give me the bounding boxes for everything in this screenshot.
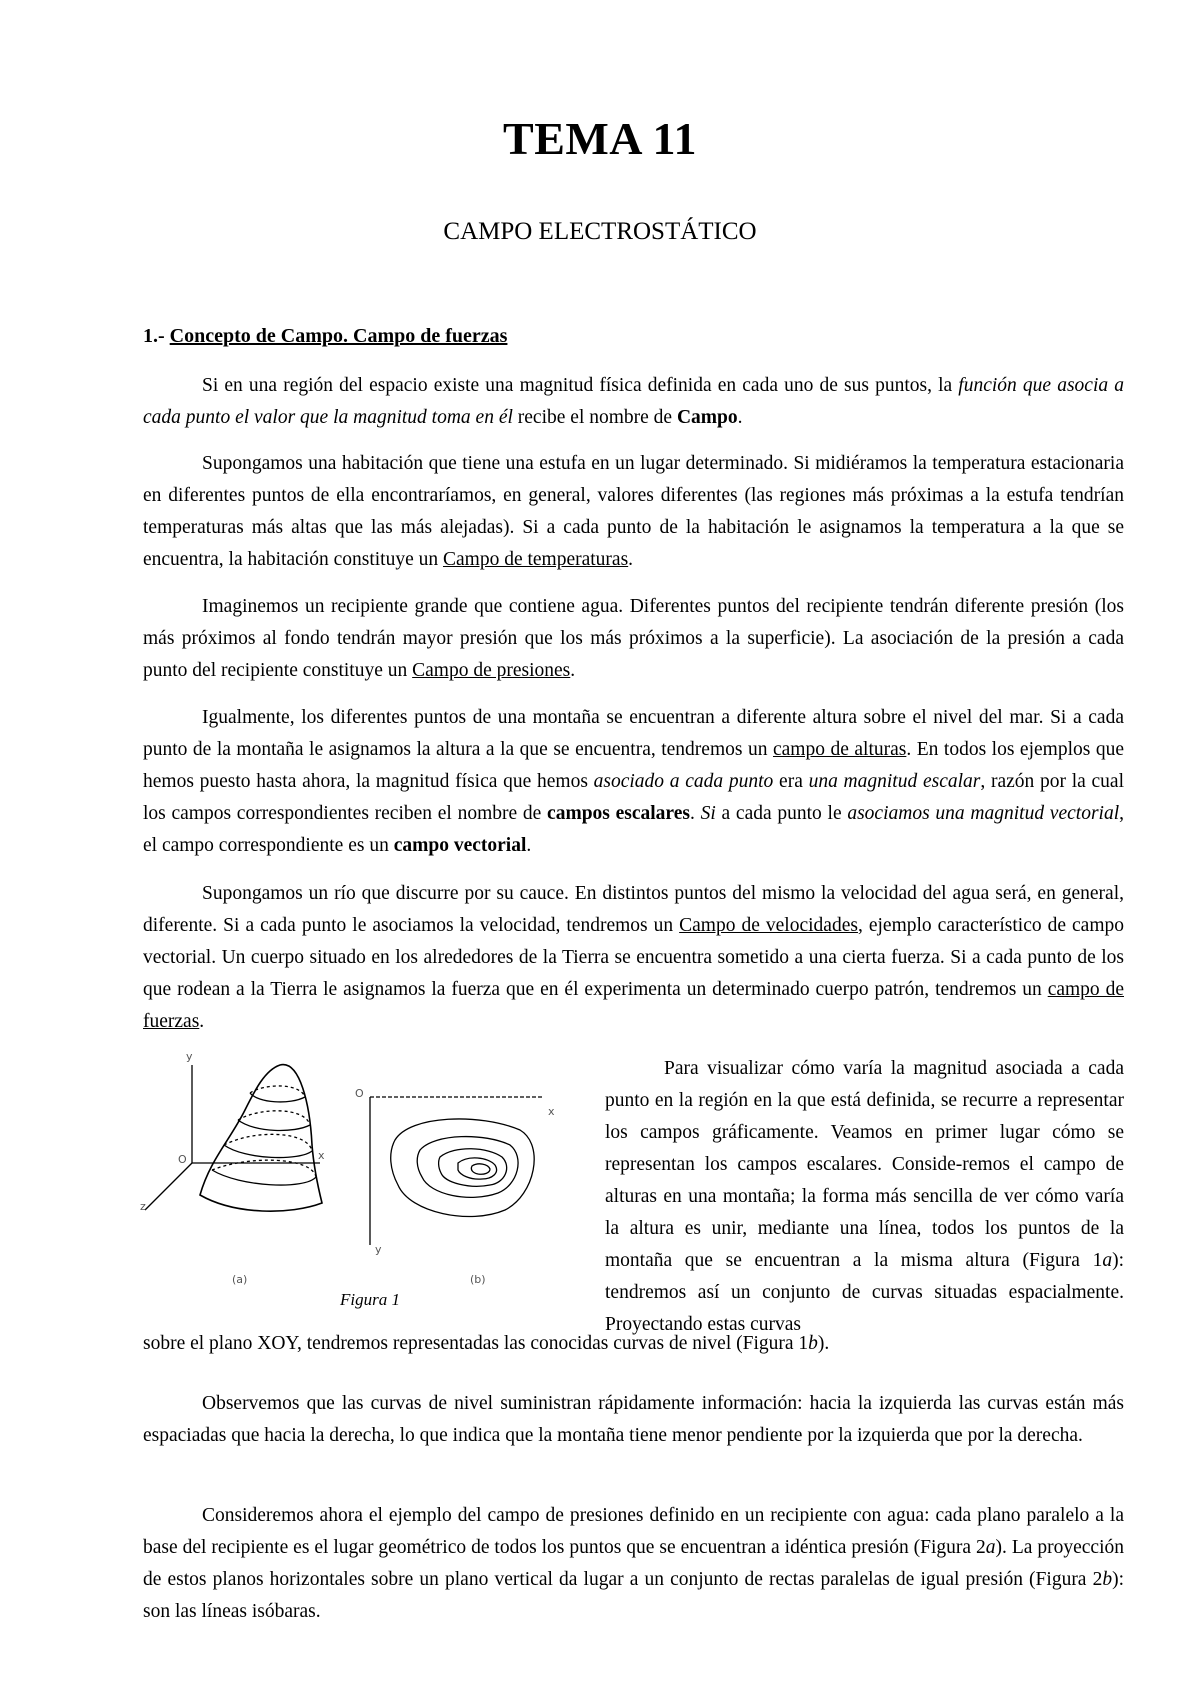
page-title: TEMA 11 [503, 113, 697, 164]
axis-label-o: O [178, 1153, 187, 1166]
text-run: Observemos que las curvas de nivel suministran rápidamente información: hacia la izquierda las curvas están más espaciadas que hacia la derecha, lo que indica que la montaña tiene menor pendiente por la izquierda que por la derecha. [143, 1393, 1124, 1446]
page-subtitle: CAMPO ELECTROSTÁTICO [443, 218, 757, 245]
section-number: 1.- [143, 325, 165, 347]
emphasis-text: asociamos una magnitud vectorial [847, 803, 1120, 824]
underlined-term: Campo de velocidades [679, 915, 858, 936]
text-run: Supongamos una habitación que tiene una estufa en un lugar determinado. Si midiéramos la temperatura estacionaria en diferentes puntos de ella encontraríamos, en general, valores diferentes (las regiones más próximas a la estufa tendrían temperaturas más altas que las más alejadas). Si a cada punto de la habitación le asignamos la temperatura a la que se encuentra, la habitación constituye un [143, 453, 1124, 570]
paragraph-isobars [143, 1500, 1124, 1628]
text-run: . [526, 835, 532, 856]
text-run: ). [817, 1333, 830, 1354]
paragraph-pressure-field [143, 591, 1124, 687]
figure-caption: Figura 1 [340, 1290, 400, 1309]
figure-1a-mountain [145, 1065, 322, 1212]
text-run: . [199, 1011, 205, 1032]
text-run: era [773, 771, 809, 792]
text-run: sobre el plano XOY, tendremos representadas las conocidas curvas de nivel (Figura 1 [143, 1333, 809, 1354]
text-run: Supongamos un río que discurre por su cauce. En distintos puntos del mismo la velocidad del agua será, en general, diferente. Si a cada punto le asociamos la velocidad, tendremos un [143, 883, 1124, 936]
underlined-term: Campo de presiones [412, 660, 571, 681]
paragraph-velocity-field [143, 878, 1124, 1038]
emphasis-text: función que asocia a cada punto el valor que la magnitud toma en él [143, 375, 1124, 428]
text-run: Consideremos ahora el ejemplo del campo de presiones definido en un recipiente con agua: cada plano paralelo a la base del recipiente es el lugar geométrico de todos los puntos que se encuentran a idéntica presión (Figura 2 [143, 1505, 1124, 1558]
text-run: ): son las líneas isóbaras. [143, 1569, 1124, 1622]
text-run: . [570, 660, 576, 681]
text-run: ): tendremos así un conjunto de curvas situadas espacialmente. Proyectando estas curvas [605, 1250, 1124, 1335]
text-run: Si en una región del espacio existe una magnitud física definida en cada uno de sus puntos, la [202, 375, 959, 396]
emphasis-text: asociado a cada punto [593, 771, 774, 792]
figure-1b-contour-map [370, 1097, 544, 1245]
axis-label-x-b: x [548, 1105, 555, 1118]
text-run: , el campo correspondiente es un [143, 803, 1124, 856]
emphasis-text: una magnitud escalar [808, 771, 981, 792]
paragraph-altitude-field [143, 702, 1124, 862]
axis-label-y-b: y [375, 1243, 382, 1256]
axis-label-o-b: O [355, 1087, 364, 1100]
bold-term: campos escalares [547, 803, 690, 824]
text-run: ). La proyección de estos planos horizontales sobre un plano vertical da lugar a un conjunto de rectas paralelas de igual presión (Figura 2 [143, 1537, 1124, 1590]
axis-label-y: y [186, 1050, 193, 1063]
text-run: a cada punto le [715, 803, 848, 824]
text-run: , razón por la cual los campos correspondientes reciben el nombre de [143, 771, 1124, 824]
figure-1-drawing [140, 1045, 590, 1327]
text-run: recibe el nombre de [512, 407, 677, 428]
emphasis-text: a [1102, 1250, 1113, 1271]
subfigure-label-b: (b) [470, 1273, 486, 1286]
emphasis-text: b [1102, 1569, 1113, 1590]
paragraph-scalar-representation-cont [143, 1328, 1124, 1360]
text-run: Igualmente, los diferentes puntos de una montaña se encuentran a diferente altura sobre el nivel del mar. Si a cada punto de la montaña le asignamos la altura a la que se encuentra, tendremos un [143, 707, 1124, 760]
paragraph-contour-observation [143, 1388, 1124, 1452]
underlined-term: Campo de temperaturas [442, 549, 629, 570]
text-run: . [628, 549, 634, 570]
text-run: , ejemplo característico de campo vectorial. Un cuerpo situado en los alrededores de la Tierra se encuentra sometido a una cierta fuerza. Si a cada punto de los que rodean a la Tierra le asignamos la fuerza que en él experimenta un determinado cuerpo patrón, tendremos un [143, 915, 1125, 1000]
text-run: . [689, 803, 701, 824]
text-run: Para visualizar cómo varía la magnitud asociada a cada punto en la región en la que está definida, se recurre a representar los campos gráficamente. Veamos en primer lugar cómo se representan los campos escalares. Conside-remos el campo de alturas en una montaña; la forma más sencilla de ver cómo varía la altura es unir, mediante una línea, todos los puntos de la montaña que se encuentran a la misma altura (Figura 1 [605, 1058, 1124, 1271]
text-run: Imaginemos un recipiente grande que contiene agua. Diferentes puntos del recipiente tendrán diferente presión (los más próximos al fondo tendrán mayor presión que los más próximos a la superficie). La asociación de la presión a cada punto del recipiente constituye un [143, 596, 1124, 681]
text-run: . [737, 407, 743, 428]
text-run: . En todos los ejemplos que hemos puesto hasta ahora, la magnitud física que hemos [143, 739, 1124, 792]
underlined-term: campo de alturas [772, 739, 907, 760]
underlined-term: campo de fuerzas [143, 979, 1124, 1032]
section-heading [143, 325, 507, 348]
paragraph-temperature-field [143, 448, 1124, 576]
axis-label-z: z [140, 1200, 146, 1213]
emphasis-text: b [808, 1333, 818, 1354]
paragraph-scalar-representation [605, 1053, 1124, 1341]
section-title: Concepto de Campo. Campo de fuerzas [169, 325, 508, 347]
emphasis-text: a [985, 1537, 996, 1558]
bold-term: campo vectorial [393, 835, 527, 856]
emphasis-text: Si [700, 803, 716, 824]
paragraph-campo-definition [143, 370, 1124, 434]
z-axis-line [145, 1163, 192, 1210]
axis-label-x: x [318, 1149, 325, 1162]
bold-term: Campo [676, 407, 738, 428]
figure-1 [140, 1045, 590, 1327]
subfigure-label-a: (a) [232, 1273, 248, 1286]
